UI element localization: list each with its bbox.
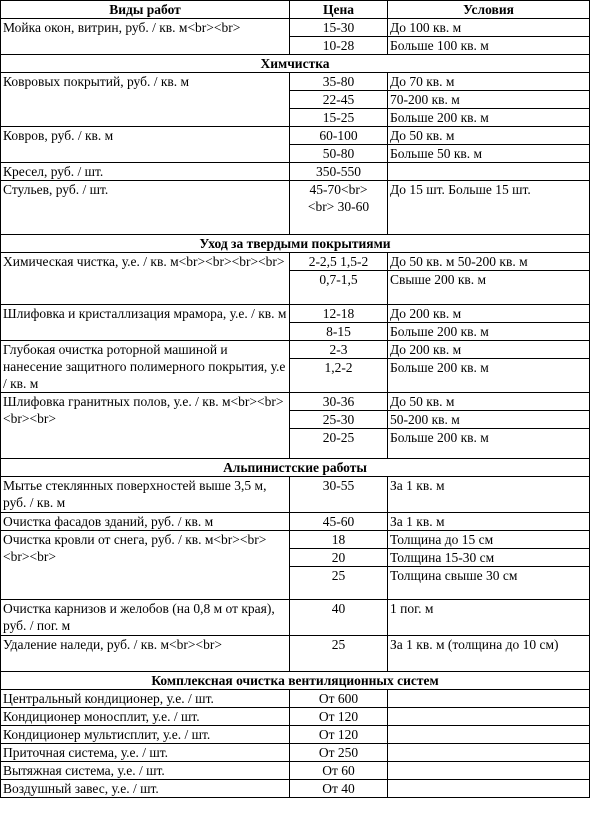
condition-cell: 1 пог. м (388, 600, 590, 636)
price-cell: 25 (290, 567, 388, 600)
service-cell: Мойка окон, витрин, руб. / кв. м<br><br> (1, 19, 290, 55)
price-cell: 20 (290, 549, 388, 567)
table-row (1, 636, 590, 672)
condition-cell (388, 690, 590, 708)
price-cell: 50-80 (290, 145, 388, 163)
price-cell: 45-60 (290, 513, 388, 531)
table-row (1, 181, 590, 235)
condition-cell (388, 780, 590, 798)
price-cell: 40 (290, 600, 388, 636)
price-cell: 20-25 (290, 429, 388, 459)
service-cell: Воздушный завес, у.е. / шт. (1, 780, 290, 798)
price-cell: От 250 (290, 744, 388, 762)
price-cell: От 40 (290, 780, 388, 798)
condition-cell: До 50 кв. м (388, 127, 590, 145)
condition-cell: Свыше 200 кв. м (388, 271, 590, 305)
price-cell: От 120 (290, 708, 388, 726)
table-row (1, 726, 590, 744)
section-row (1, 235, 590, 253)
service-cell: Ковров, руб. / кв. м (1, 127, 290, 163)
service-cell: Центральный кондиционер, у.е. / шт. (1, 690, 290, 708)
service-cell: Химическая чистка, у.е. / кв. м<br><br><br><br> (1, 253, 290, 305)
section-row (1, 672, 590, 690)
service-cell: Ковровых покрытий, руб. / кв. м (1, 73, 290, 127)
condition-cell: За 1 кв. м (толщина до 10 см) (388, 636, 590, 672)
condition-cell: Больше 200 кв. м (388, 323, 590, 341)
section-row (1, 55, 590, 73)
price-cell: 10-28 (290, 37, 388, 55)
price-cell: 18 (290, 531, 388, 549)
condition-cell (388, 163, 590, 181)
condition-cell: До 50 кв. м 50-200 кв. м (388, 253, 590, 271)
condition-cell: До 100 кв. м (388, 19, 590, 37)
section-title: Комплексная очистка вентиляционных систем (1, 672, 590, 690)
service-cell: Вытяжная система, у.е. / шт. (1, 762, 290, 780)
condition-cell (388, 744, 590, 762)
condition-cell: Больше 50 кв. м (388, 145, 590, 163)
service-cell: Кондиционер мультисплит, у.е. / шт. (1, 726, 290, 744)
table-row (1, 690, 590, 708)
condition-cell: Больше 100 кв. м (388, 37, 590, 55)
price-cell: 30-36 (290, 393, 388, 411)
condition-cell (388, 708, 590, 726)
table-row (1, 531, 590, 549)
price-cell: 15-25 (290, 109, 388, 127)
table-row (1, 341, 590, 359)
condition-cell (388, 762, 590, 780)
section-title: Альпинистские работы (1, 459, 590, 477)
section-row (1, 459, 590, 477)
condition-cell: Толщина свыше 30 см (388, 567, 590, 600)
price-cell: От 60 (290, 762, 388, 780)
condition-cell: Больше 200 кв. м (388, 109, 590, 127)
price-cell: 25 (290, 636, 388, 672)
price-cell: 8-15 (290, 323, 388, 341)
price-cell: 30-55 (290, 477, 388, 513)
table-row (1, 708, 590, 726)
price-cell: 45-70<br><br> 30-60 (290, 181, 388, 235)
condition-cell: До 200 кв. м (388, 341, 590, 359)
table-row (1, 600, 590, 636)
service-cell: Кресел, руб. / шт. (1, 163, 290, 181)
table-row (1, 744, 590, 762)
table-row (1, 477, 590, 513)
condition-cell (388, 726, 590, 744)
price-cell: 2-3 (290, 341, 388, 359)
condition-cell: Больше 200 кв. м (388, 429, 590, 459)
condition-cell: За 1 кв. м (388, 477, 590, 513)
condition-cell: До 15 шт. Больше 15 шт. (388, 181, 590, 235)
section-title: Уход за твердыми покрытиями (1, 235, 590, 253)
price-cell: 12-18 (290, 305, 388, 323)
condition-cell: 50-200 кв. м (388, 411, 590, 429)
table-row (1, 780, 590, 798)
table-row (1, 513, 590, 531)
service-cell: Очистка фасадов зданий, руб. / кв. м (1, 513, 290, 531)
section-title: Химчистка (1, 55, 590, 73)
service-cell: Кондиционер моносплит, у.е. / шт. (1, 708, 290, 726)
header-service: Виды работ (1, 1, 290, 19)
table-row (1, 163, 590, 181)
price-cell: 0,7-1,5 (290, 271, 388, 305)
table-row (1, 393, 590, 411)
service-cell: Глубокая очистка роторной машиной и нанесение защитного полимерного покрытия, у.е / кв. м (1, 341, 290, 393)
service-cell: Приточная система, у.е. / шт. (1, 744, 290, 762)
condition-cell: До 70 кв. м (388, 73, 590, 91)
price-cell: 15-30 (290, 19, 388, 37)
price-cell: 2-2,5 1,5-2 (290, 253, 388, 271)
price-cell: 350-550 (290, 163, 388, 181)
condition-cell: Толщина 15-30 см (388, 549, 590, 567)
price-cell: 60-100 (290, 127, 388, 145)
price-cell: От 120 (290, 726, 388, 744)
price-cell: 25-30 (290, 411, 388, 429)
header-conditions: Условия (388, 1, 590, 19)
condition-cell: До 200 кв. м (388, 305, 590, 323)
condition-cell: Толщина до 15 см (388, 531, 590, 549)
table-row (1, 253, 590, 271)
condition-cell: За 1 кв. м (388, 513, 590, 531)
price-cell: 1,2-2 (290, 359, 388, 393)
service-cell: Мытье стеклянных поверхностей выше 3,5 м, руб. / кв. м (1, 477, 290, 513)
service-cell: Очистка кровли от снега, руб. / кв. м<br><br> <br><br> (1, 531, 290, 600)
condition-cell: До 50 кв. м (388, 393, 590, 411)
table-row (1, 305, 590, 323)
condition-cell: Больше 200 кв. м (388, 359, 590, 393)
header-price: Цена (290, 1, 388, 19)
service-cell: Удаление наледи, руб. / кв. м<br><br> (1, 636, 290, 672)
table-row (1, 762, 590, 780)
service-cell: Шлифовка и кристаллизация мрамора, у.е. / кв. м (1, 305, 290, 341)
condition-cell: 70-200 кв. м (388, 91, 590, 109)
service-cell: Стульев, руб. / шт. (1, 181, 290, 235)
table-row (1, 19, 590, 37)
service-cell: Шлифовка гранитных полов, у.е. / кв. м<br><br> <br><br> (1, 393, 290, 459)
price-cell: От 600 (290, 690, 388, 708)
table-row (1, 127, 590, 145)
service-cell: Очистка карнизов и желобов (на 0,8 м от края), руб. / пог. м (1, 600, 290, 636)
table-row (1, 73, 590, 91)
price-cell: 22-45 (290, 91, 388, 109)
price-cell: 35-80 (290, 73, 388, 91)
header-row (1, 1, 590, 19)
